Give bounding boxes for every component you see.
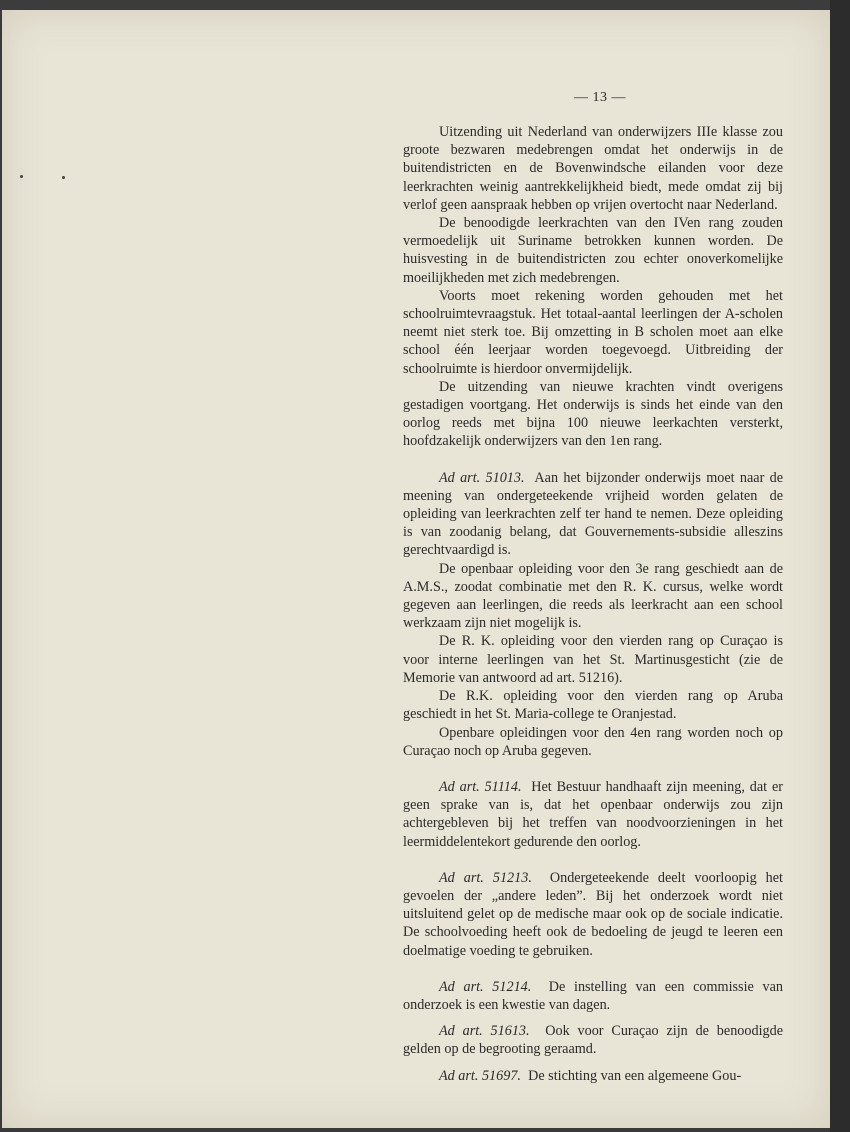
page-number: — 13 — (574, 90, 626, 105)
paragraph-text: De stichting van een algemeene Gou- (528, 1067, 742, 1084)
article-paragraph (403, 869, 783, 960)
paragraph (403, 123, 783, 214)
paragraph-text: De R. K. opleiding voor den vierden rang op Curaçao is voor interne leerlingen van het St. Martinusgesticht (zie de Memorie van antwoord ad art. 51216). (403, 633, 783, 686)
article-reference: Ad art. 51697. (439, 1067, 521, 1084)
paragraph (403, 687, 783, 723)
margin-speck (20, 175, 23, 178)
paragraph-text: De uitzending van nieuwe krachten vindt overigens gestadigen voortgang. Het onderwijs is sinds het einde van den oorlog reeds met bijna 100 nieuwe leerkachten versterkt, hoofdzakelijk onderwijzers van den 1en rang. (403, 378, 783, 450)
article-reference: Ad art. 51613. (439, 1023, 530, 1040)
paragraph (403, 214, 783, 287)
paragraph-text: Uitzending uit Nederland van onderwijzers IIIe klasse zou groote bezwaren medebrengen omdat het onderwijs in de buitendistricten en de Bovenwindsche eilanden voor deze leerkrachten weinig aantrekkelijkheid biedt, mede omdat zij bij verlof geen aanspraak hebben op vrijen overtocht naar Nederland. (403, 124, 783, 213)
paragraph-text: Ondergeteekende deelt voorloopig het gevoelen der „andere leden”. Bij het onderzoek wordt niet uitsluitend gelet op de medische maar ook op de sociale indicatie. De schoolvoeding heeft ook de bedoeling de jeugd te leeren een doelmatige voeding te gebruiken. (403, 869, 784, 959)
text-column (403, 123, 783, 1085)
margin-speck (62, 176, 65, 179)
paragraph (403, 378, 783, 451)
paragraph-text: Openbare opleidingen voor den 4en rang worden noch op Curaçao noch op Aruba gegeven. (403, 724, 783, 759)
paragraph (403, 287, 783, 378)
paragraph (403, 724, 783, 760)
article-reference: Ad art. 51013. (439, 469, 525, 486)
article-paragraph (403, 469, 783, 560)
paragraph-text: De instelling van een commissie van onderzoek is een kwestie van dagen. (403, 978, 784, 1013)
paragraph-text: De openbaar opleiding voor den 3e rang geschiedt aan de A.M.S., zoodat combinatie met den R. K. cursus, welke wordt gegeven aan leerlingen, die reeds als leerkracht aan een school werkzaam zijn niet mogelijk is. (403, 560, 783, 632)
article-paragraph (403, 1022, 783, 1058)
paragraph-text: Ook voor Curaçao zijn de benoodigde gelden op de begrooting geraamd. (403, 1023, 783, 1058)
paragraph-text: Voorts moet rekening worden gehouden met het schoolruimtevraagstuk. Het totaal-aantal leerlingen der A-scholen neemt niet sterk toe. Bij omzetting in B scholen moet aan elke school één leerjaar worden toegevoegd. Uitbreiding der schoolruimte is hierdoor onvermijdelijk. (403, 287, 783, 377)
article-paragraph (403, 778, 783, 851)
article-reference: Ad art. 51114. (439, 778, 522, 795)
scan-top-border (0, 0, 850, 10)
article-reference: Ad art. 51214. (439, 978, 532, 995)
paragraph (403, 560, 783, 633)
paragraph-text: De benoodigde leerkrachten van den IVen rang zouden vermoedelijk uit Suriname betrokken kunnen worden. De huisvesting in de buitendistricten zou echter onoverkomelijke moeilijkheden met zich medebrengen. (403, 215, 783, 286)
paragraph-text: De R.K. opleiding voor den vierden rang op Aruba geschiedt in het St. Maria-college te Oranjestad. (403, 688, 783, 723)
paragraph (403, 632, 783, 687)
article-reference: Ad art. 51213. (439, 869, 532, 886)
scan-right-border (830, 0, 850, 1132)
paragraph-text: Het Bestuur handhaaft zijn meening, dat er geen sprake van is, dat het openbaar onderwijs zou zijn achtergebleven bij het treffen van noodvoorzieningen in het leermiddelentekort gedurende den oorlog. (403, 778, 783, 850)
paragraph-text: Aan het bijzonder onderwijs moet naar de meening van ondergeteekende vrijheid worden gelaten de opleiding van leerkrachten zelf ter hand te nemen. Deze opleiding is van zoodanig belang, dat Gouvernements-subsidie alleszins gerechtvaardigd is. (403, 469, 784, 559)
article-paragraph (403, 978, 783, 1014)
article-paragraph (403, 1067, 783, 1085)
